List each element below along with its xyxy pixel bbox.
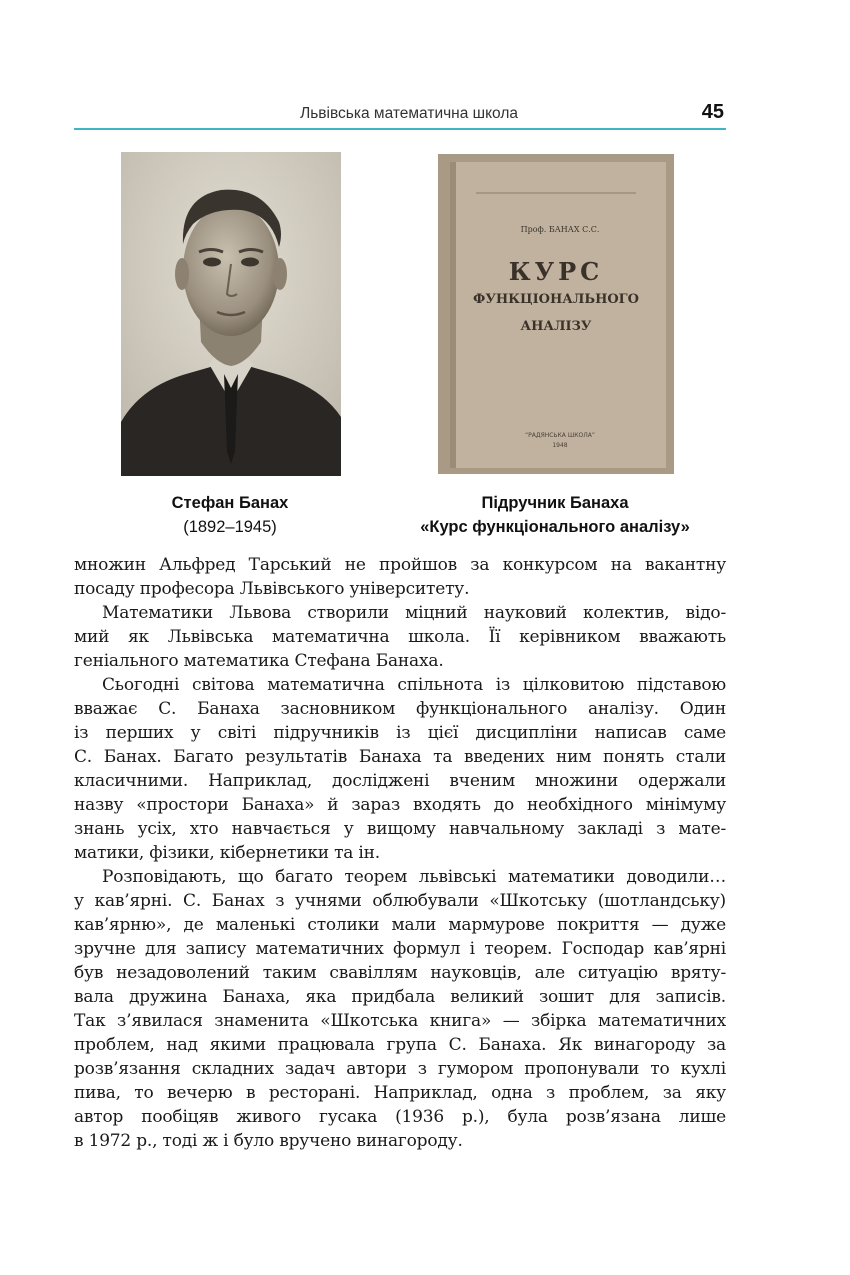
- text-line: геніального математика Стефана Банаха.: [74, 651, 444, 671]
- banach-portrait-photo: [121, 152, 341, 476]
- text-line: в 1972 р., тоді ж і було вручено винагороду.: [74, 1131, 463, 1151]
- text-line: вважає С. Банаха засновником функціонального аналізу. Один: [74, 699, 726, 719]
- book-title-line2: ФУНКЦІОНАЛЬНОГО: [473, 292, 639, 307]
- page-number: 45: [701, 101, 724, 123]
- text-line: С. Банах. Багато результатів Банаха та введених ним понять стали: [74, 747, 726, 767]
- text-line: Математики Львова створили міцний науковий колектив, відо-: [102, 603, 726, 623]
- running-title: Львівська математична школа: [300, 105, 518, 122]
- paragraph: [74, 865, 726, 1153]
- text-line: із перших у світі підручників із цієї дисципліни написав саме: [74, 723, 726, 743]
- paragraph: [74, 553, 726, 601]
- text-line: назву «простори Банаха» й зараз входять до необхідного мінімуму: [74, 795, 726, 815]
- text-line: зручне для запису математичних формул і теорем. Господар кав’ярні: [74, 939, 726, 959]
- text-line: множин Альфред Тарський не пройшов за конкурсом на вакантну: [74, 555, 726, 575]
- text-line: матики, фізики, кібернетики та ін.: [74, 843, 381, 863]
- book-title-line1: КУРС: [508, 257, 604, 286]
- text-line: посаду професора Львівського університету.: [74, 579, 470, 599]
- text-line: Сьогодні світова математична спільнота із цілковитою підставою: [102, 675, 726, 695]
- text-line: пива, то вечерю в ресторані. Наприклад, одна з проблем, за яку: [74, 1083, 726, 1103]
- paragraph: [74, 601, 726, 673]
- text-line: мий як Львівська математична школа. Її керівником вважають: [74, 627, 726, 647]
- text-line: проблем, над якими працювала група С. Банаха. Як винагороду за: [74, 1035, 726, 1055]
- text-line: класичними. Наприклад, досліджені вченим множини одержали: [74, 771, 726, 791]
- book-year: 1948: [552, 442, 568, 449]
- text-line: вала дружина Банаха, яка придбала великий зошит для записів.: [74, 987, 726, 1007]
- text-line: у кав’ярні. С. Банах з учнями облюбували «Шкотську (шотландську): [74, 891, 726, 911]
- book-publisher: “РАДЯНСЬКА ШКОЛА”: [525, 432, 595, 439]
- page-header: [74, 98, 726, 130]
- text-line: знань усіх, хто навчається у вищому навчальному закладі з мате-: [74, 819, 726, 839]
- header-rule: [74, 128, 726, 130]
- text-line: був незадоволений таким свавіллям науковців, але ситуацію вряту-: [74, 963, 726, 983]
- book-author: Проф. БАНАХ С.С.: [520, 225, 600, 234]
- portrait-name: Стефан Банах: [171, 494, 289, 512]
- portrait-years: (1892–1945): [183, 518, 277, 536]
- text-line: кав’ярню», де маленькі столики мали мармурове покриття — дуже: [74, 915, 726, 935]
- text-line: автор пообіцяв живого гусака (1936 р.), була розв’язана лише: [74, 1107, 726, 1127]
- book-cover-image: [436, 152, 676, 476]
- text-line: розв’язання складних задач автори з гумором пропонували то кухлі: [74, 1059, 726, 1079]
- portrait-caption: [130, 491, 330, 539]
- book-caption: [380, 491, 730, 539]
- book-caption-line2: «Курс функціонального аналізу»: [420, 518, 690, 536]
- text-line: Так з’явилася знаменита «Шкотська книга» — збірка математичних: [74, 1011, 726, 1031]
- text-line: Розповідають, що багато теорем львівські математики доводили…: [102, 867, 726, 887]
- book-title-line3: АНАЛІЗУ: [520, 319, 592, 334]
- paragraph: [74, 673, 726, 865]
- body-text: [74, 553, 726, 1153]
- book-caption-line1: Підручник Банаха: [481, 494, 629, 512]
